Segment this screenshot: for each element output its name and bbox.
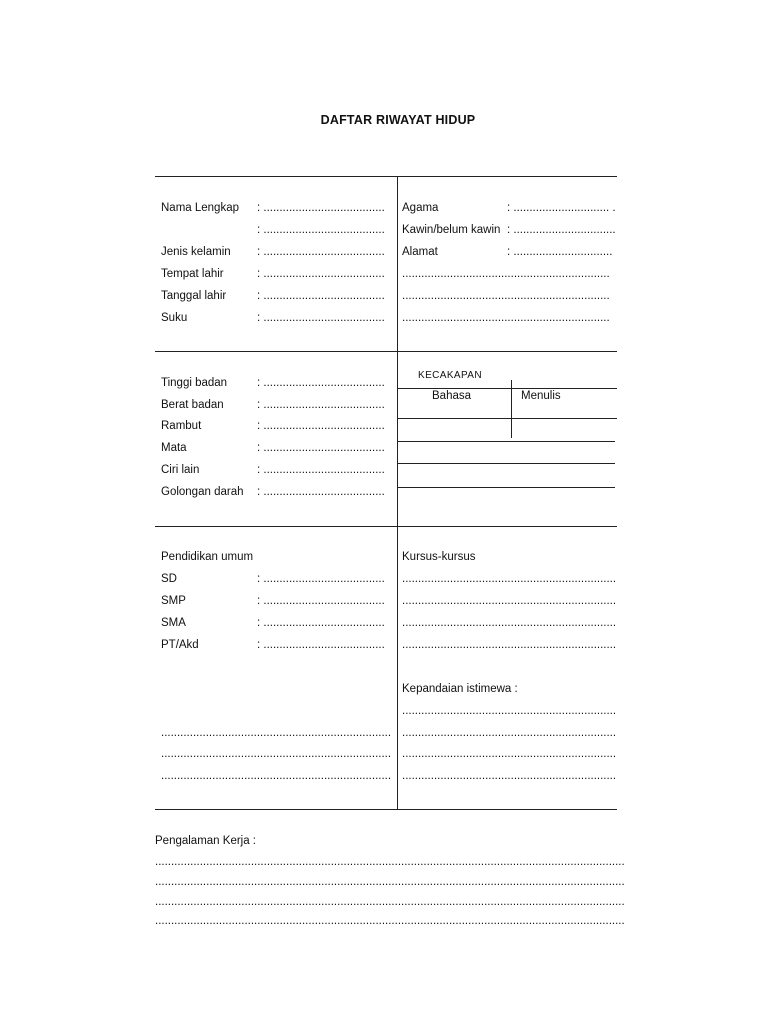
skills-column-language: Bahasa — [432, 390, 472, 402]
field-label: Tinggi badan — [161, 377, 228, 389]
document-title: DAFTAR RIWAYAT HIDUP — [320, 113, 476, 127]
field-label: Ciri lain — [161, 464, 200, 476]
field-input[interactable]: : ............................... — [507, 246, 613, 258]
field-label: SD — [161, 573, 177, 585]
field-input[interactable]: : ...................................... — [257, 595, 385, 607]
education-extra-line[interactable]: ........................................................................ — [161, 727, 391, 739]
skills-table-column-divider — [511, 380, 512, 438]
field-input[interactable]: : ...................................... — [257, 290, 385, 302]
field-input[interactable]: : ...................................... — [257, 268, 385, 280]
course-line[interactable]: ................................................................... — [402, 595, 616, 607]
address-line[interactable]: ................................................................. — [402, 312, 610, 324]
work-experience-line[interactable]: ................................................................................................................................................... — [155, 896, 625, 908]
skills-table-row-rule — [397, 441, 615, 442]
field-label: Agama — [402, 202, 439, 214]
field-label: Mata — [161, 442, 187, 454]
special-skill-line[interactable]: ................................................................... — [402, 727, 616, 739]
field-input[interactable]: : ...................................... — [257, 246, 385, 258]
field-label: Rambut — [161, 420, 202, 432]
education-extra-line[interactable]: ........................................................................ — [161, 748, 391, 760]
field-input[interactable]: : ...................................... — [257, 312, 385, 324]
course-line[interactable]: ................................................................... — [402, 617, 616, 629]
skills-heading: KECAKAPAN — [418, 370, 482, 381]
field-input[interactable]: : ...................................... — [257, 442, 385, 454]
bottom-rule — [155, 809, 617, 810]
field-label: Suku — [161, 312, 188, 324]
field-label: Golongan darah — [161, 486, 244, 498]
work-experience-line[interactable]: ................................................................................................................................................... — [155, 915, 625, 927]
field-label: Nama Lengkap — [161, 202, 239, 214]
work-experience-heading: Pengalaman Kerja : — [155, 835, 257, 847]
field-label: SMP — [161, 595, 186, 607]
field-input[interactable]: : ...................................... — [257, 399, 385, 411]
field-input[interactable]: : ...................................... — [257, 464, 385, 476]
section-divider-2 — [155, 526, 617, 527]
field-input[interactable]: : ................................ — [507, 224, 616, 236]
center-divider — [397, 176, 398, 810]
field-label: Tanggal lahir — [161, 290, 227, 302]
field-label: PT/Akd — [161, 639, 199, 651]
special-skill-line[interactable]: ................................................................... — [402, 770, 616, 782]
field-input[interactable]: : ...................................... — [257, 202, 385, 214]
course-line[interactable]: ................................................................... — [402, 573, 616, 585]
address-line[interactable]: ................................................................. — [402, 290, 610, 302]
field-input[interactable]: : ...................................... — [257, 420, 385, 432]
education-extra-line[interactable]: ........................................................................ — [161, 770, 391, 782]
special-skills-heading: Kepandaian istimewa : — [402, 683, 518, 695]
field-label: Alamat — [402, 246, 438, 258]
skills-table-header-rule — [397, 388, 617, 389]
field-input[interactable]: : ...................................... — [257, 639, 385, 651]
course-line[interactable]: ................................................................... — [402, 639, 616, 651]
top-rule — [155, 176, 617, 177]
skills-table-row-rule — [397, 487, 615, 488]
skills-table-row-rule — [397, 463, 615, 464]
work-experience-line[interactable]: ................................................................................................................................................... — [155, 876, 625, 888]
field-label: Jenis kelamin — [161, 246, 231, 258]
field-input[interactable]: : ...................................... — [257, 224, 385, 236]
section-divider-1 — [155, 351, 617, 352]
field-label: Berat badan — [161, 399, 224, 411]
field-input[interactable]: : .............................. . — [507, 202, 616, 214]
field-label: Tempat lahir — [161, 268, 224, 280]
special-skill-line[interactable]: ................................................................... — [402, 705, 616, 717]
field-input[interactable]: : ...................................... — [257, 617, 385, 629]
address-line[interactable]: ................................................................. — [402, 268, 610, 280]
special-skill-line[interactable]: ................................................................... — [402, 748, 616, 760]
field-input[interactable]: : ...................................... — [257, 486, 385, 498]
field-label: SMA — [161, 617, 186, 629]
field-input[interactable]: : ...................................... — [257, 573, 385, 585]
skills-table-row-rule — [397, 418, 617, 419]
education-heading: Pendidikan umum — [161, 551, 254, 563]
skills-column-writing: Menulis — [521, 390, 561, 402]
field-label: Kawin/belum kawin — [402, 224, 501, 236]
courses-heading: Kursus-kursus — [402, 551, 476, 563]
work-experience-line[interactable]: ................................................................................................................................................... — [155, 856, 625, 868]
field-input[interactable]: : ...................................... — [257, 377, 385, 389]
